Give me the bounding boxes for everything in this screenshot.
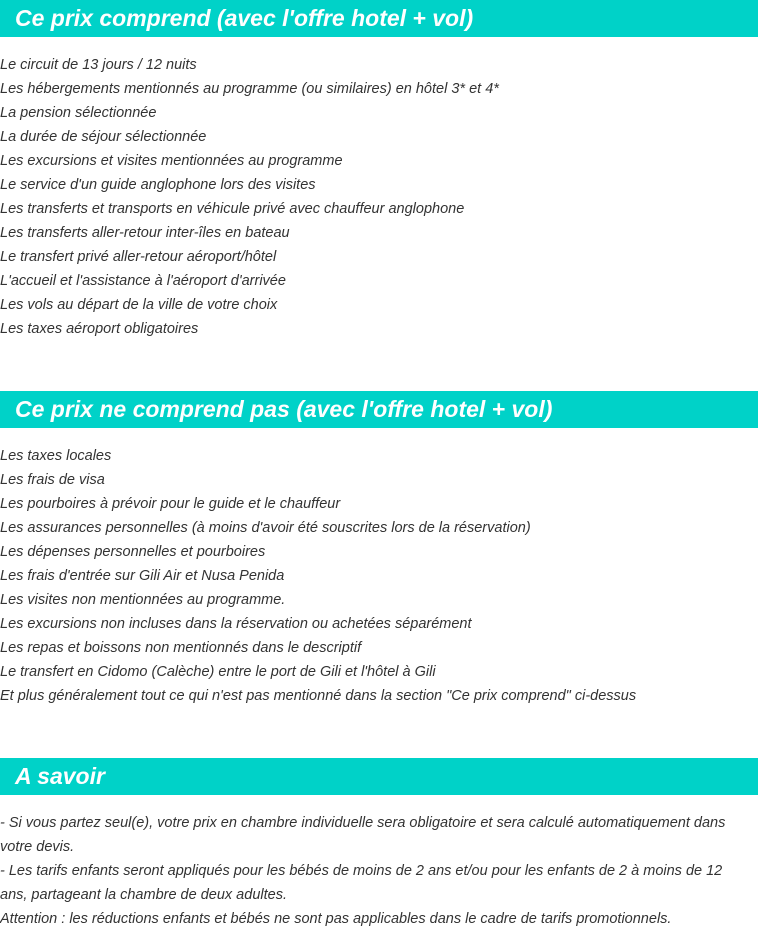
list-item: Les hébergements mentionnés au programme (ou similaires) en hôtel 3* et 4*: [0, 81, 499, 97]
list-item: Les frais de visa: [0, 472, 105, 488]
list-item: Les excursions et visites mentionnées au programme: [0, 153, 343, 169]
list-item: Les excursions non incluses dans la réservation ou achetées séparément: [0, 616, 472, 632]
list-item: Le transfert privé aller-retour aéroport/hôtel: [0, 249, 277, 265]
list-item: Les dépenses personnelles et pourboires: [0, 544, 266, 560]
list-item: Le service d'un guide anglophone lors des visites: [0, 177, 316, 193]
list-item: Les vols au départ de la ville de votre choix: [0, 297, 278, 313]
good-to-know-text: [0, 811, 752, 931]
info-paragraph: - Les tarifs enfants seront appliqués pour les bébés de moins de 2 ans et/ou pour les enfants de 2 à moins de 12 ans, partageant la chambre de deux adultes.: [0, 863, 723, 903]
list-item: Et plus généralement tout ce qui n'est pas mentionné dans la section "Ce prix comprend" ci-dessus: [0, 688, 637, 704]
list-item: Le transfert en Cidomo (Calèche) entre le port de Gili et l'hôtel à Gili: [0, 664, 436, 680]
list-item: L'accueil et l'assistance à l'aéroport d'arrivée: [0, 273, 286, 289]
list-item: Les transferts aller-retour inter-îles en bateau: [0, 225, 290, 241]
list-item: Les visites non mentionnées au programme.: [0, 592, 286, 608]
section-title-included: Ce prix comprend (avec l'offre hotel + vol): [0, 0, 758, 37]
section-title-good-to-know: A savoir: [0, 758, 758, 795]
included-list: [0, 53, 758, 341]
list-item: Les repas et boissons non mentionnés dans le descriptif: [0, 640, 362, 656]
list-item: Les transferts et transports en véhicule privé avec chauffeur anglophone: [0, 201, 465, 217]
list-item: Les taxes locales: [0, 448, 112, 464]
list-item: Les assurances personnelles (à moins d'avoir été souscrites lors de la réservation): [0, 520, 531, 536]
info-paragraph: Attention : les réductions enfants et bébés ne sont pas applicables dans le cadre de tarifs promotionnels.: [0, 911, 672, 927]
not-included-list: [0, 444, 758, 708]
list-item: Les pourboires à prévoir pour le guide et le chauffeur: [0, 496, 341, 512]
list-item: La pension sélectionnée: [0, 105, 157, 121]
list-item: Les frais d'entrée sur Gili Air et Nusa Penida: [0, 568, 285, 584]
section-title-not-included: Ce prix ne comprend pas (avec l'offre hotel + vol): [0, 391, 758, 428]
list-item: Le circuit de 13 jours / 12 nuits: [0, 57, 197, 73]
info-paragraph: - Si vous partez seul(e), votre prix en chambre individuelle sera obligatoire et sera calculé automatiquement dans votre devis.: [0, 815, 726, 855]
list-item: La durée de séjour sélectionnée: [0, 129, 207, 145]
list-item: Les taxes aéroport obligatoires: [0, 321, 199, 337]
